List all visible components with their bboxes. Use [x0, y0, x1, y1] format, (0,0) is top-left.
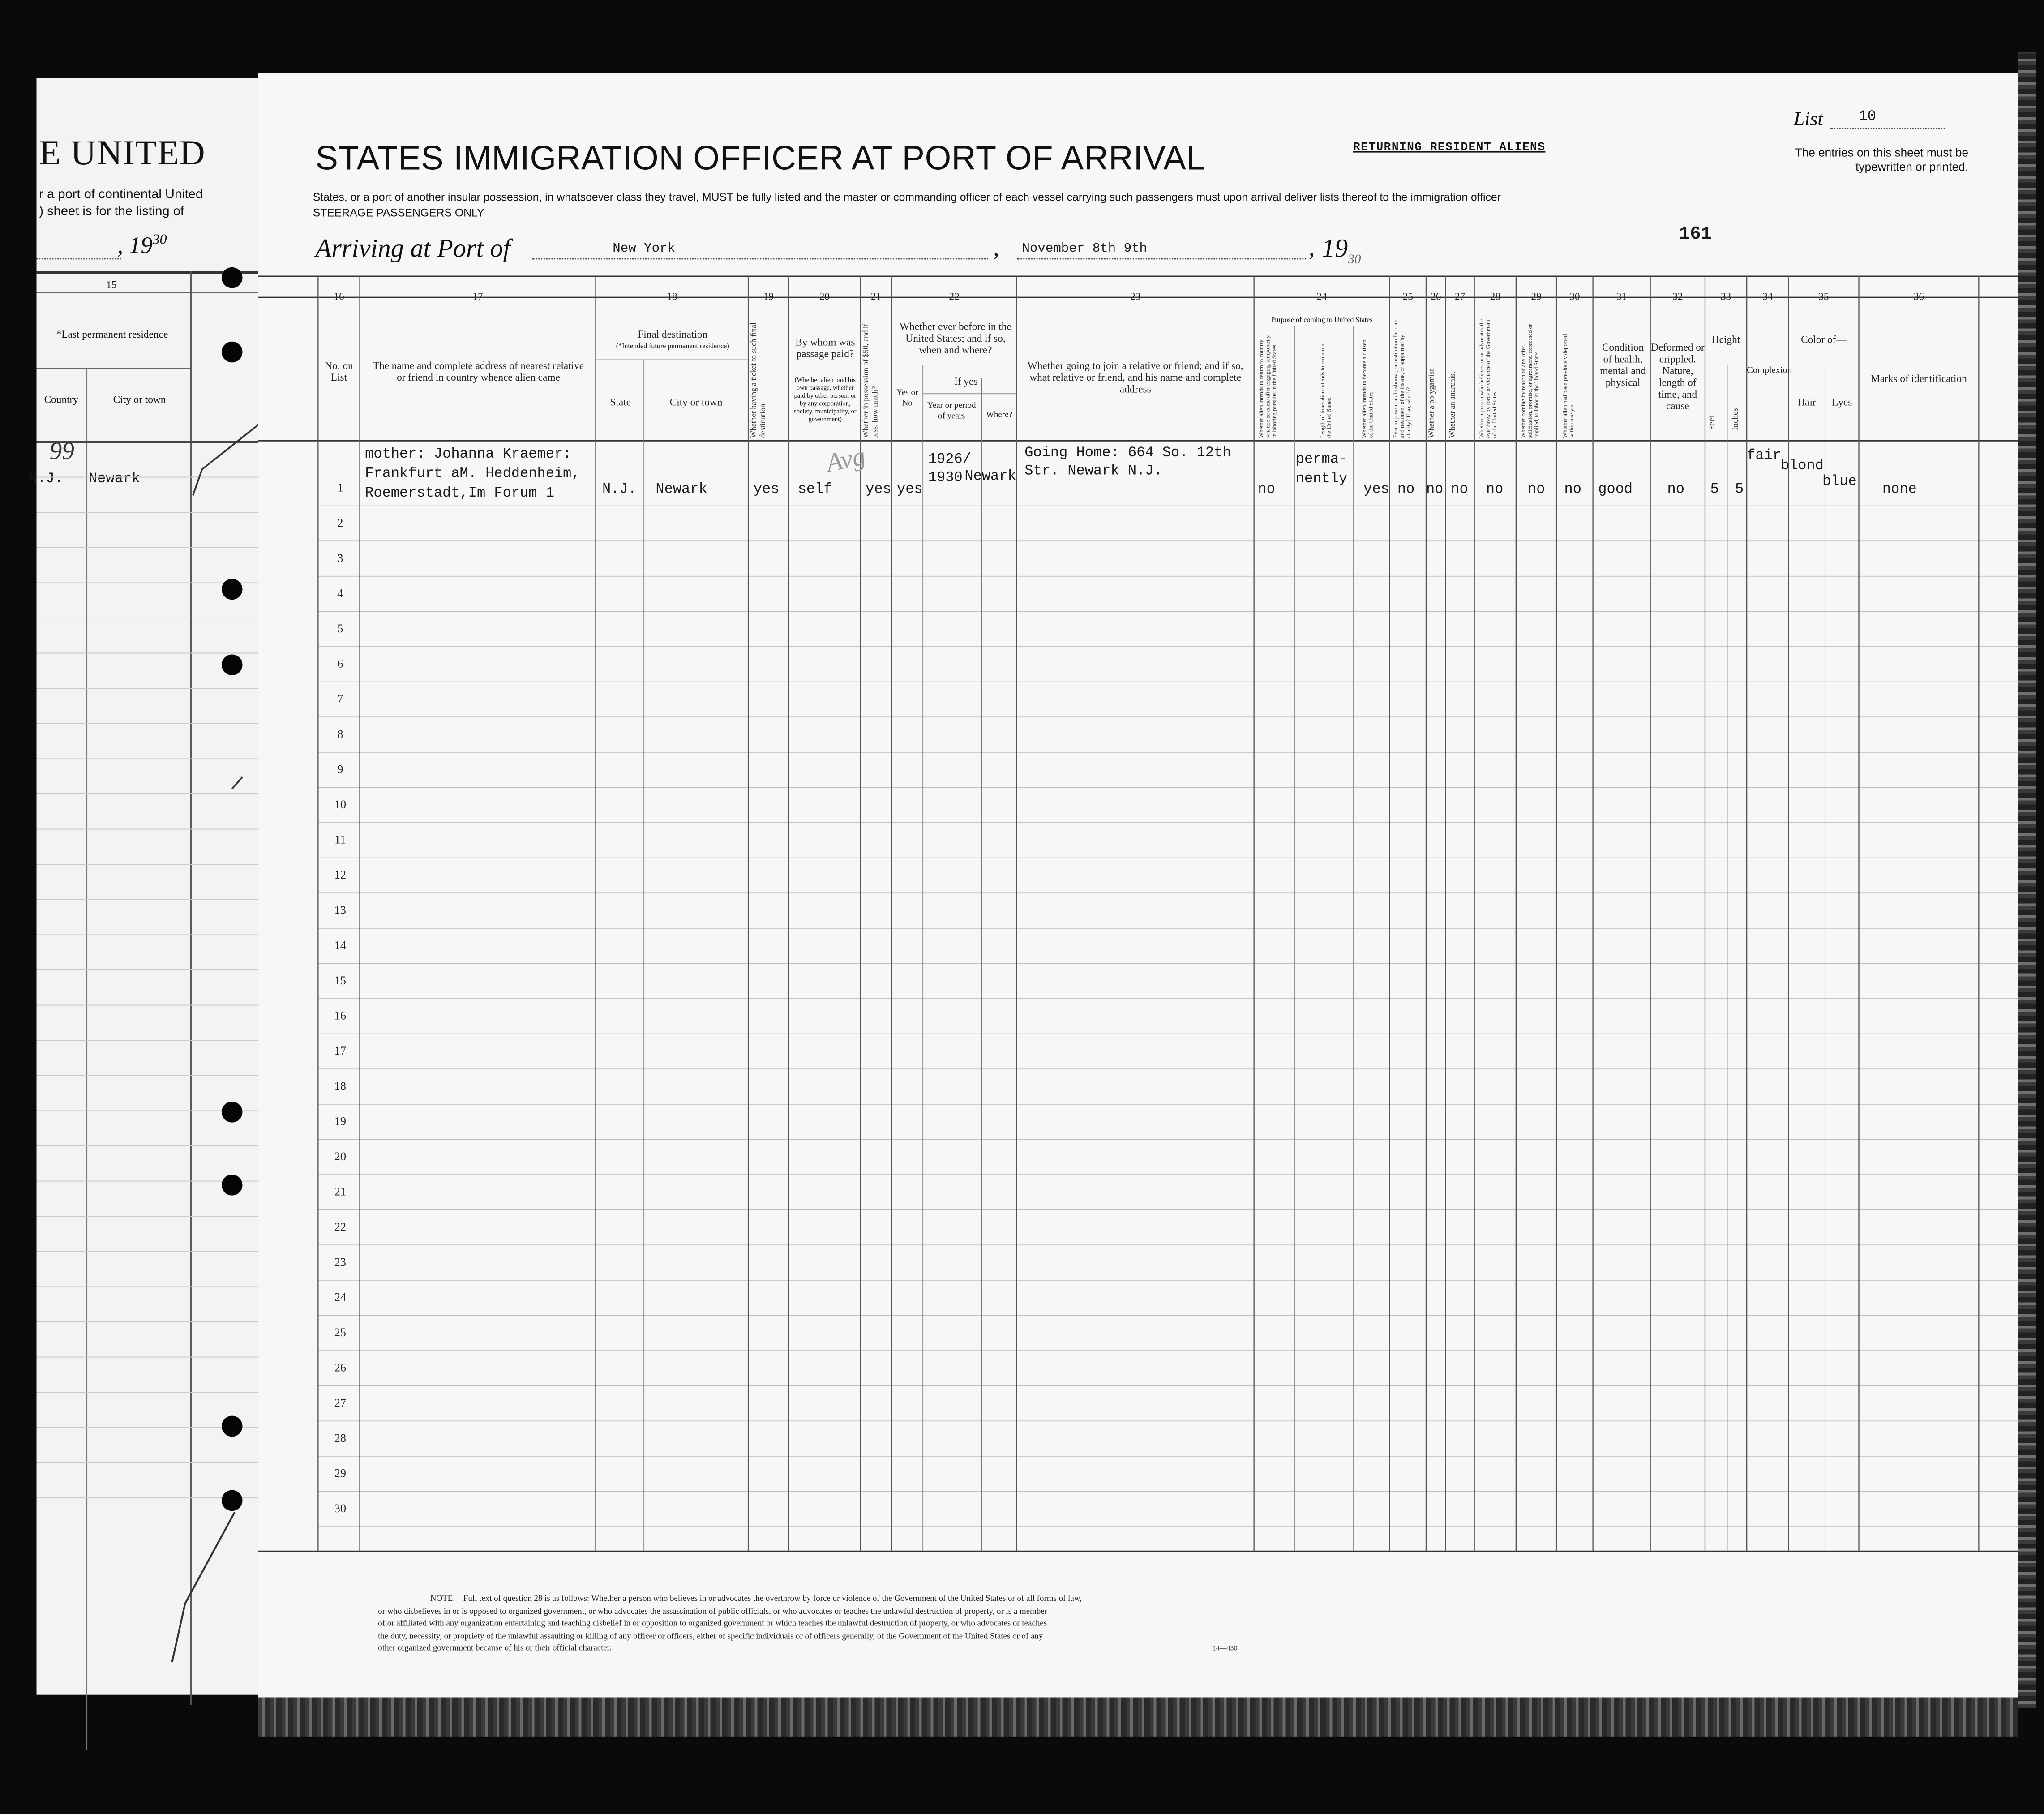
col-num-22: 22 — [949, 291, 960, 303]
returning-resident-stamp: RETURNING RESIDENT ALIENS — [1353, 141, 1546, 154]
scan-canvas: E UNITED r a port of continental United ) sheet is for the listing of , $19^{30}$ 15 *Last permanent residence Country City or town 99 N.J. Newark STATES IMMIGRATION OFFICER AT PORT OF ARRIVAL RETURNING RESIDENT ALIENS List 10 The entries on this sheet must be typewritten or printed. States, or a port of another insular possession, in whatsoever class they travel, MUST be fully listed and the master or commanding officer of each vessel carrying such passengers must upon arrival deliver lists thereof to the immigration officer STEERAGE PASSENGERS ONLY 161 Arriving at Port of New York , November 8th 9th , $19_{30}$ 16 17 18 19 20 21 22 23 24 25 26 27 28 29 30 31 32 33 34 35 36 No. on List The name and complete address of nearest relative or friend in country whence alien came Final destination (*Intended future permanent residence) State City or town Whether having a ticket to such final destination By whom was passage paid? (Whether alien paid his own passage, whether paid by other person, or by any corporation, society, municipality, or government) Whether in possession of $50, and if less, how much? Whether ever before in the United States; and if so, when and where? Yes or No If yes— Year or period of years Where? Whether going to join a relative or friend; and if so, what relative or friend, and his name and complete address Purpose of coming to United States Whether alien intends to return to country whence he came after engaging temporarily in laboring pursuits in the United States Length of time alien intends to remain in the United States Whether alien intends to become a citizen of the United States Ever in prison or almshouse, or institution for care and treatment of the insane, or supported by charity? If so, which? Whether a polygamist Whether an anarchist Whether a person who believes in or advocates the overthrow by force or violence of the Government of the United States Whether coming by reason of any offer, solicitation, promise, or agreement, expressed or implied, to labor in the United States Whether alien had been previously deported within one year Condition of health, mental and physical Deformed or crippled. Nature, length of time, and cause Height Feet Inches Complexion Color of— Hair Eyes Marks of identification 1 2 3 4 5 6 7 8 9 10 11 12 13 14 15 16 17 18 19 20 21 22 23 24 25 26 27 28 29 30 mother: Johanna Kraemer: Frankfurt aM. Heddenheim, Roemerstadt,Im Forum 1 N.J. Newark yes self Avg yes yes 1926/ 1930 Newark Going Home: 664 So. 12th Str. Newark N.J. no perma- nently yes no no no no no no good no 5 5 fair blond blue none NOTE.—Full text of question 28 is as follows: Whether a person who believes in or advocates the overthrow by force or violence of the Government of the United States or of all forms of law, or who disbelieves in or is opposed to organized government, or who advocates the assassination of public officials, or who advocates or teaches the unlawful destruction of property, or is a member of or affiliated with any organization entertaining and teaching disbelief in or opposition to organized government or which teaches the unlawful destruction of property, or who advocates or teaches the duty, necessity, or propriety of the unlawful assaulting or killing of any officer or officers, either of specific individuals or of officers generally, of the Government of the United States or of any other organized government because of his or their official character. 14—430 — [0, 0, 2044, 1814]
header-nearest-relative: The name and complete address of nearest relative or friend in country whence alien came — [373, 360, 584, 383]
header-if-yes: If yes— — [954, 375, 988, 387]
left-last-residence: *Last permanent residence — [56, 328, 168, 340]
polygamist-value: no — [1426, 482, 1444, 498]
port-value: New York — [613, 242, 676, 257]
deformed-value: no — [1667, 482, 1684, 498]
header-money: Whether in possession of $50, and if less, how much? — [863, 323, 880, 438]
col-num-26: 26 — [1431, 291, 1441, 303]
header-city: City or town — [669, 396, 723, 408]
joining-value: Going Home: 664 So. 12th Str. Newark N.J. — [1024, 446, 1231, 480]
overthrow-value: no — [1486, 482, 1504, 498]
left-city: Newark — [88, 472, 141, 488]
row-number: 15 — [334, 973, 346, 987]
header-height: Height — [1711, 334, 1740, 346]
destination-city: Newark — [656, 482, 707, 498]
header-polygamist: Whether a polygamist — [1428, 369, 1437, 438]
steerage-label: STEERAGE PASSENGERS ONLY — [313, 206, 484, 219]
col-num-33: 33 — [1720, 291, 1731, 303]
header-passage-paid: By whom was passage paid? — [795, 336, 855, 360]
row-number: 12 — [334, 868, 346, 882]
deported-value: no — [1564, 482, 1581, 498]
header-deformed: Deformed or crippled. Nature, length of time, and cause — [1651, 341, 1705, 412]
row-number: 4 — [337, 587, 343, 600]
row-number: 5 — [337, 622, 343, 635]
col-num-35: 35 — [1818, 291, 1829, 303]
left-line-1: r a port of continental United — [39, 188, 203, 202]
col-num-24: 24 — [1316, 291, 1327, 303]
header-passage-note: (Whether alien paid his own passage, whether paid by other person, or by any corporation, society, municipality, or government) — [794, 378, 857, 424]
col-num-31: 31 — [1616, 291, 1627, 303]
left-city-header: City or town — [113, 394, 166, 406]
list-number: 10 — [1859, 109, 1876, 125]
row-number: 9 — [337, 763, 343, 776]
prison-value: no — [1397, 482, 1415, 498]
row-number: 19 — [334, 1115, 346, 1128]
row-number: 22 — [334, 1220, 346, 1234]
arrival-year: $19_{30}$ — [1322, 235, 1361, 267]
header-year: Year or period of years — [927, 401, 976, 421]
col-num-17: 17 — [472, 291, 483, 303]
row-number: 21 — [334, 1185, 346, 1198]
header-eyes: Eyes — [1832, 396, 1852, 408]
col-num-28: 28 — [1490, 291, 1500, 303]
col-num-32: 32 — [1672, 291, 1683, 303]
length-of-stay-value: perma- nently — [1295, 452, 1348, 488]
left-year: , $19^{30}$ — [117, 232, 167, 258]
years-value: 1926/ 1930 — [928, 452, 971, 486]
col-num-25: 25 — [1402, 291, 1413, 303]
header-join-relative: Whether going to join a relative or friend; and if so, what relative or friend, and his name and complete address — [1027, 360, 1243, 395]
row-number: 24 — [334, 1291, 346, 1304]
paid-by-value: self — [797, 482, 832, 498]
header-anarchist: Whether an anarchist — [1449, 371, 1457, 438]
row-number: 23 — [334, 1255, 346, 1269]
header-purpose-return: Whether alien intends to return to country whence he came after engaging temporarily in laboring pursuits in the United States — [1258, 335, 1278, 438]
page-title: STATES IMMIGRATION OFFICER AT PORT OF ARRIVAL — [315, 138, 1206, 177]
header-inches: Inches — [1731, 408, 1740, 430]
height-inches-value: 5 — [1735, 482, 1744, 498]
row-number: 26 — [334, 1361, 346, 1374]
row-number: 30 — [334, 1501, 346, 1515]
row-number: 18 — [334, 1079, 346, 1093]
row-number: 28 — [334, 1431, 346, 1445]
header-color-of: Color of— — [1801, 334, 1847, 346]
col-num-36: 36 — [1913, 291, 1924, 303]
header-purpose-length: Length of time alien intends to remain in the United States — [1319, 342, 1333, 438]
form-code: 14—430 — [1212, 1645, 1238, 1653]
typewritten-note: The entries on this sheet must be typewritten or printed. — [1795, 146, 1969, 174]
row-number: 25 — [334, 1325, 346, 1339]
row-number: 20 — [334, 1149, 346, 1163]
header-final-destination-note: (*Intended future permanent residence) — [616, 343, 729, 351]
row-number: 11 — [334, 833, 346, 846]
labor-offer-value: no — [1528, 482, 1545, 498]
row-number: 7 — [337, 692, 343, 706]
header-labor-offer: Whether coming by reason of any offer, solicitation, promise, or agreement, expressed or implied, to labor in the United States — [1520, 324, 1540, 438]
ticket-value: yes — [753, 482, 780, 498]
height-feet-value: 5 — [1710, 482, 1719, 498]
col-num-27: 27 — [1455, 291, 1466, 303]
ever-before-value: yes — [896, 482, 923, 498]
left-hand-mark: 99 — [49, 438, 74, 466]
where-value: Newark — [964, 469, 1016, 485]
left-title: E UNITED — [39, 133, 206, 172]
arrival-date: November 8th 9th — [1022, 242, 1147, 257]
complexion-value: fair — [1747, 448, 1782, 464]
header-ever-before: Whether ever before in the United States; and if so, when and where? — [900, 321, 1011, 356]
page-edges-right — [2018, 52, 2036, 1707]
left-line-2: ) sheet is for the listing of — [39, 205, 184, 219]
col-num-21: 21 — [870, 291, 882, 303]
row-number: 10 — [334, 798, 346, 811]
header-ticket: Whether having a ticket to such final destination — [750, 322, 768, 438]
header-feet: Feet — [1707, 416, 1717, 430]
row-number: 1 — [337, 481, 343, 494]
col-num-20: 20 — [819, 291, 830, 303]
col-num-19: 19 — [763, 291, 774, 303]
sheet-number: 161 — [1679, 224, 1712, 245]
money-value: yes — [866, 482, 891, 498]
hair-value: blond — [1780, 459, 1824, 475]
header-health: Condition of health, mental and physical — [1600, 341, 1646, 389]
row-number: 27 — [334, 1396, 346, 1410]
header-no-on-list: No. on List — [325, 360, 353, 383]
left-col-15: 15 — [106, 279, 117, 291]
instructions-line: States, or a port of another insular possession, in whatsoever class they travel, MUST be fully listed and the master or commanding officer of each vessel carrying such passengers must upon arrival deliver lists thereof to the immigration officer — [313, 190, 1501, 204]
header-purpose-citizen: Whether alien intends to become a citizen of the United States — [1361, 339, 1374, 438]
page-edges — [258, 1698, 2018, 1737]
relative-address: mother: Johanna Kraemer: Frankfurt aM. Heddenheim, Roemerstadt,Im Forum 1 — [365, 447, 580, 502]
footer-note: NOTE.—Full text of question 28 is as follows: Whether a person who believes in or advocates the overthrow by force or violence of the Government of the United States or of all forms of law, or who disbelieves in or is opposed to organized government, or who advocates the assassination of public officials, or who advocates or teaches the unlawful destruction of property, or is a member of or affiliated with any organization entertaining and teaching disbelief in or opposition to organized government or which teaches the unlawful destruction of property, or who advocates or teaches the duty, necessity, or propriety of the unlawful assaulting or killing of any officer or officers, either of specific individuals or of officers generally, of the Government of the United States or of any other organized government because of his or their official character. — [378, 1594, 1082, 1653]
col-num-34: 34 — [1762, 291, 1773, 303]
row-number: 8 — [337, 727, 343, 741]
row-number: 16 — [334, 1009, 346, 1022]
return-value: no — [1258, 482, 1275, 498]
arriving-label: Arriving at Port of — [315, 235, 510, 264]
col-num-29: 29 — [1531, 291, 1542, 303]
anarchist-value: no — [1451, 482, 1468, 498]
row-number: 3 — [337, 551, 343, 565]
marks-value: none — [1882, 482, 1917, 498]
col-num-16: 16 — [334, 291, 344, 303]
col-num-30: 30 — [1569, 291, 1580, 303]
header-yes-no: Yes or No — [896, 388, 918, 408]
header-purpose: Purpose of coming to United States — [1271, 317, 1373, 325]
header-prison: Ever in prison or almshouse, or institution for care and treatment of the insane, or supported by charity? If so, which? — [1392, 319, 1412, 438]
header-complexion: Complexion — [1747, 365, 1792, 376]
health-value: good — [1598, 482, 1633, 498]
citizen-value: yes — [1363, 482, 1389, 498]
col-num-23: 23 — [1130, 291, 1141, 303]
header-deported: Whether alien had been previously deported within one year — [1561, 334, 1575, 438]
row-number: 13 — [334, 903, 346, 917]
header-where: Where? — [986, 411, 1012, 420]
left-state: N.J. — [29, 472, 63, 488]
row-number: 17 — [334, 1044, 346, 1058]
left-country-header: Country — [44, 394, 78, 406]
header-state: State — [610, 396, 631, 408]
row-number: 2 — [337, 516, 343, 529]
header-marks: Marks of identification — [1871, 373, 1967, 385]
header-final-destination: Final destination — [638, 328, 708, 340]
col-num-18: 18 — [667, 291, 677, 303]
list-label: List — [1793, 109, 1823, 131]
row-number: 14 — [334, 939, 346, 952]
destination-state: N.J. — [602, 482, 637, 498]
money-handwriting: Avg — [823, 442, 868, 479]
header-hair: Hair — [1797, 396, 1816, 408]
row-number: 29 — [334, 1467, 346, 1480]
eyes-value: blue — [1822, 474, 1857, 490]
row-number: 6 — [337, 657, 343, 670]
header-overthrow: Whether a person who believes in or advocates the overthrow by force or violence of the Government of the United States — [1478, 318, 1498, 438]
